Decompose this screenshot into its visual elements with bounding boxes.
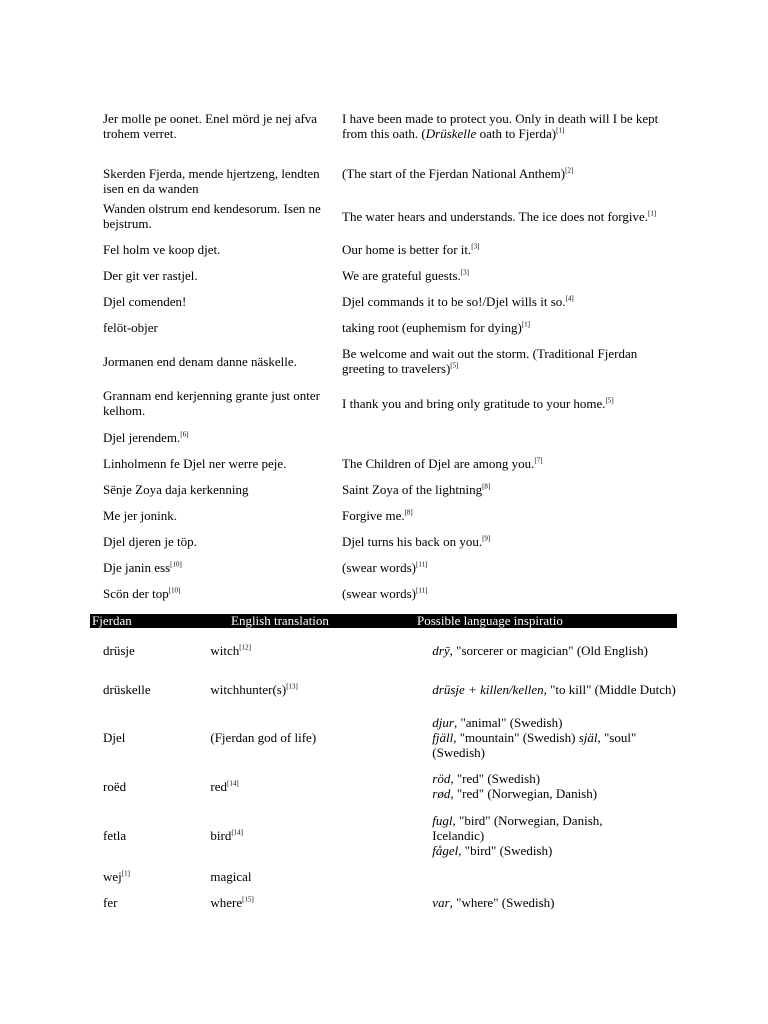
vocab-word-cell <box>92 889 199 915</box>
vocab-word: roëd <box>103 778 127 794</box>
phrase-english-cell <box>331 580 678 606</box>
footnote-ref[interactable]: [10] <box>168 586 181 595</box>
vocab-translation-cell <box>199 669 421 709</box>
phrase-fjerdan-cell <box>92 580 331 606</box>
vocab-word-cell <box>92 863 199 889</box>
phrase-english-cell <box>331 450 678 476</box>
phrase-english-cell <box>331 554 678 580</box>
phrase-english-text: Djel commands it to be so!/Djel wills it so. <box>342 293 566 309</box>
inspiration-line <box>432 682 678 697</box>
inspiration-text: , "animal" (Swedish) <box>453 714 563 730</box>
vocab-word: fetla <box>103 827 127 843</box>
vocab-translation-cell <box>199 807 421 863</box>
phrase-english-cell <box>331 196 678 236</box>
footnote-ref[interactable]: [13] <box>286 682 298 691</box>
phrase-fjerdan-cell <box>92 528 331 554</box>
vocab-translation: magical <box>210 868 252 884</box>
phrase-row <box>92 196 678 236</box>
vocab-word: drüsje <box>103 642 135 658</box>
phrase-fjerdan-cell <box>92 476 331 502</box>
phrase-english-text: (swear words) <box>342 559 417 575</box>
vocab-word-cell <box>92 669 199 709</box>
inspiration-text: , "red" (Swedish) <box>450 771 541 786</box>
phrase-row <box>92 476 678 502</box>
phrase-english-text: Saint Zoya of the lightning <box>342 481 483 497</box>
vocab-inspiration-cell <box>421 863 678 889</box>
phrase-fjerdan-text: Sënje Zoya daja kerkenning <box>103 481 249 497</box>
phrases-table <box>92 102 678 606</box>
phrase-row <box>92 150 678 196</box>
inspiration-text: , "to kill" (Middle Dutch) <box>543 681 676 697</box>
inspiration-source-word: drȳ <box>432 642 450 658</box>
inspiration-line <box>432 786 678 801</box>
vocab-translation: witchhunter(s) <box>210 681 287 697</box>
footnote-ref[interactable]: [1] <box>521 320 530 329</box>
phrase-fjerdan-text: Fel holm ve koop djet. <box>103 241 221 257</box>
phrase-fjerdan-text: Dje janin ess <box>103 559 171 575</box>
phrase-english-cell <box>331 236 678 262</box>
vocab-word: Djel <box>103 729 126 745</box>
phrase-english-cell <box>331 102 678 150</box>
footnote-ref[interactable]: [1] <box>556 126 565 135</box>
phrase-row <box>92 502 678 528</box>
vocab-row <box>92 863 678 889</box>
vocab-inspiration-cell <box>421 631 678 669</box>
phrase-english-text: Be welcome and wait out the storm. (Traditional Fjerdan greeting to travelers) <box>342 346 638 376</box>
header-english-translation: English translation <box>231 614 329 628</box>
vocab-translation-cell <box>199 863 421 889</box>
phrase-fjerdan-cell <box>92 102 331 150</box>
inspiration-source-word: djur <box>432 714 454 730</box>
footnote-ref[interactable]: [8] <box>482 482 491 491</box>
phrase-fjerdan-text: Grannam end kerjenning grante just onter kelhom. <box>103 388 320 418</box>
header-language-inspiration: Possible language inspiratio <box>417 614 563 628</box>
phrase-fjerdan-cell <box>92 450 331 476</box>
phrase-fjerdan-cell <box>92 424 331 450</box>
phrase-row <box>92 262 678 288</box>
vocab-translation: where <box>210 894 243 910</box>
phrase-english-text: We are grateful guests. <box>342 267 461 283</box>
inspiration-source-word: rød <box>432 786 451 801</box>
vocab-row <box>92 709 678 765</box>
phrase-english-text: Our home is better for it. <box>342 241 472 257</box>
inspiration-text: , "bird" (Swedish) <box>458 842 553 858</box>
phrase-row <box>92 288 678 314</box>
vocab-row <box>92 807 678 863</box>
phrase-row <box>92 340 678 382</box>
footnote-ref[interactable]: [4] <box>565 294 574 303</box>
phrase-fjerdan-text: Wanden olstrum end kendesorum. Isen ne bejstrum. <box>103 201 321 231</box>
vocab-translation: (Fjerdan god of life) <box>210 729 317 745</box>
inspiration-line <box>432 771 678 786</box>
phrase-fjerdan-text: Skerden Fjerda, mende hjertzeng, lendten isen en da wanden <box>103 166 320 196</box>
phrase-row <box>92 554 678 580</box>
inspiration-source-word: fjäll <box>432 729 454 745</box>
footnote-ref[interactable]: [5] <box>605 396 614 405</box>
inspiration-source-word: röd <box>432 771 451 786</box>
vocab-translation-cell <box>199 631 421 669</box>
phrase-fjerdan-text: Der git ver rastjel. <box>103 267 198 283</box>
vocab-row <box>92 669 678 709</box>
footnote-ref[interactable]: [11] <box>416 586 428 595</box>
inspiration-text: , "sorcerer or magician" (Old English) <box>449 642 648 658</box>
vocab-translation: witch <box>210 642 240 658</box>
inspiration-line <box>432 843 678 858</box>
phrase-fjerdan-text: Djel djeren je töp. <box>103 533 197 549</box>
phrase-fjerdan-cell <box>92 150 331 196</box>
inspiration-source-word: själ <box>578 729 598 745</box>
footnote-ref[interactable]: [14] <box>231 828 243 837</box>
phrase-row <box>92 382 678 424</box>
inspiration-line <box>432 745 678 760</box>
inspiration-source-word: fågel <box>432 842 459 858</box>
phrase-fjerdan-cell <box>92 262 331 288</box>
phrase-english-cell <box>331 262 678 288</box>
phrase-english-text: Forgive me. <box>342 507 405 523</box>
phrase-english-cell <box>331 502 678 528</box>
footnote-ref[interactable]: [1] <box>121 869 130 878</box>
inspiration-text: , "red" (Norwegian, Danish) <box>450 786 598 801</box>
footnote-ref[interactable]: [2] <box>565 166 574 175</box>
inspiration-text: , "bird" (Norwegian, Danish, <box>452 812 603 828</box>
phrase-fjerdan-cell <box>92 196 331 236</box>
phrase-english-text: (The start of the Fjerdan National Anthem) <box>342 165 566 181</box>
footnote-ref[interactable]: [11] <box>416 560 428 569</box>
phrase-fjerdan-text: Jormanen end denam danne näskelle. <box>103 353 297 369</box>
vocab-word: drüskelle <box>103 681 151 697</box>
footnote-ref[interactable]: [3] <box>471 242 480 251</box>
inspiration-line <box>432 730 678 745</box>
inspiration-line <box>432 715 678 730</box>
inspiration-line <box>432 643 678 658</box>
footnote-ref[interactable]: [1] <box>648 209 657 218</box>
inspiration-source-word: var <box>432 894 450 910</box>
phrase-fjerdan-text: Djel jerendem. <box>103 429 181 445</box>
vocab-inspiration-cell <box>421 889 678 915</box>
phrase-fjerdan-text: Scön der top <box>103 585 169 601</box>
vocab-word-cell <box>92 765 199 807</box>
vocabulary-table <box>92 631 678 915</box>
vocab-translation: bird <box>210 827 232 843</box>
phrase-english-cell <box>331 340 678 382</box>
phrase-english-text-post: oath to Fjerda) <box>476 126 557 141</box>
phrase-english-text: taking root (euphemism for dying) <box>342 319 522 335</box>
footnote-ref[interactable]: [3] <box>460 268 469 277</box>
phrase-english-cell <box>331 528 678 554</box>
phrase-fjerdan-cell <box>92 340 331 382</box>
vocab-translation-cell <box>199 889 421 915</box>
vocab-word-cell <box>92 807 199 863</box>
vocab-translation-cell <box>199 709 421 765</box>
vocab-inspiration-cell <box>421 709 678 765</box>
phrase-english-text: The Children of Djel are among you. <box>342 455 535 471</box>
phrase-row <box>92 580 678 606</box>
inspiration-text: , "where" (Swedish) <box>449 894 555 910</box>
phrase-english-cell <box>331 314 678 340</box>
footnote-ref[interactable]: [7] <box>534 456 543 465</box>
phrase-english-text: The water hears and understands. The ice does not forgive. <box>342 208 649 224</box>
phrase-english-cell <box>331 424 678 450</box>
inspiration-line <box>432 828 678 843</box>
phrase-fjerdan-cell <box>92 288 331 314</box>
footnote-ref[interactable]: [12] <box>239 643 251 652</box>
inspiration-text: , "mountain" (Swedish) <box>453 729 579 745</box>
vocab-word-cell <box>92 709 199 765</box>
vocab-word-cell <box>92 631 199 669</box>
phrase-row <box>92 236 678 262</box>
inspiration-line <box>432 813 678 828</box>
vocab-inspiration-cell <box>421 807 678 863</box>
phrase-fjerdan-cell <box>92 236 331 262</box>
phrase-fjerdan-text: Jer molle pe oonet. Enel mörd je nej afva trohem verret. <box>103 111 318 141</box>
footnote-ref[interactable]: [6] <box>180 430 189 439</box>
phrase-fjerdan-cell <box>92 382 331 424</box>
phrase-fjerdan-text: Linholmenn fe Djel ner werre peje. <box>103 455 287 471</box>
phrase-english-text: Djel turns his back on you. <box>342 533 483 549</box>
phrase-english-text: I thank you and bring only gratitude to your home. <box>342 395 606 411</box>
phrase-fjerdan-cell <box>92 554 331 580</box>
phrase-row <box>92 424 678 450</box>
vocabulary-header-row <box>90 614 677 628</box>
vocab-translation: red <box>210 778 227 794</box>
phrase-row <box>92 314 678 340</box>
vocab-translation-cell <box>199 765 421 807</box>
inspiration-text: Icelandic) <box>432 827 485 843</box>
footnote-ref[interactable]: [5] <box>450 361 459 370</box>
phrase-english-cell <box>331 150 678 196</box>
footnote-ref[interactable]: [8] <box>404 508 413 517</box>
phrase-fjerdan-text: felöt-objer <box>103 319 158 335</box>
phrase-fjerdan-text: Djel comenden! <box>103 293 187 309</box>
phrase-fjerdan-text: Me jer jonink. <box>103 507 178 523</box>
vocab-word: fer <box>103 894 118 910</box>
inspiration-line <box>432 895 678 910</box>
vocab-inspiration-cell <box>421 765 678 807</box>
footnote-ref[interactable]: [9] <box>482 534 491 543</box>
footnote-ref[interactable]: [14] <box>226 779 239 788</box>
inspiration-source-word: drüsje + killen/kellen <box>432 681 544 697</box>
footnote-ref[interactable]: [10] <box>170 560 182 569</box>
phrase-english-cell <box>331 382 678 424</box>
phrase-fjerdan-cell <box>92 502 331 528</box>
footnote-ref[interactable]: [15] <box>242 895 254 904</box>
vocab-row <box>92 631 678 669</box>
inspiration-text: (Swedish) <box>432 744 486 760</box>
phrase-row <box>92 102 678 150</box>
inspiration-text: , "soul" <box>597 729 637 745</box>
vocab-row <box>92 889 678 915</box>
phrase-english-text: (swear words) <box>342 585 417 601</box>
phrase-english-italic: Drüskelle <box>425 126 477 141</box>
phrase-english-text: I have been made to protect you. Only in death will I be kept from this oath. ( <box>342 111 659 141</box>
vocab-row <box>92 765 678 807</box>
phrase-row <box>92 528 678 554</box>
phrase-fjerdan-cell <box>92 314 331 340</box>
header-fjerdan: Fjerdan <box>92 614 132 628</box>
vocab-inspiration-cell <box>421 669 678 709</box>
inspiration-source-word: fugl <box>432 812 453 828</box>
vocab-word: wej <box>103 868 122 884</box>
phrase-english-cell <box>331 476 678 502</box>
phrase-row <box>92 450 678 476</box>
phrase-english-cell <box>331 288 678 314</box>
